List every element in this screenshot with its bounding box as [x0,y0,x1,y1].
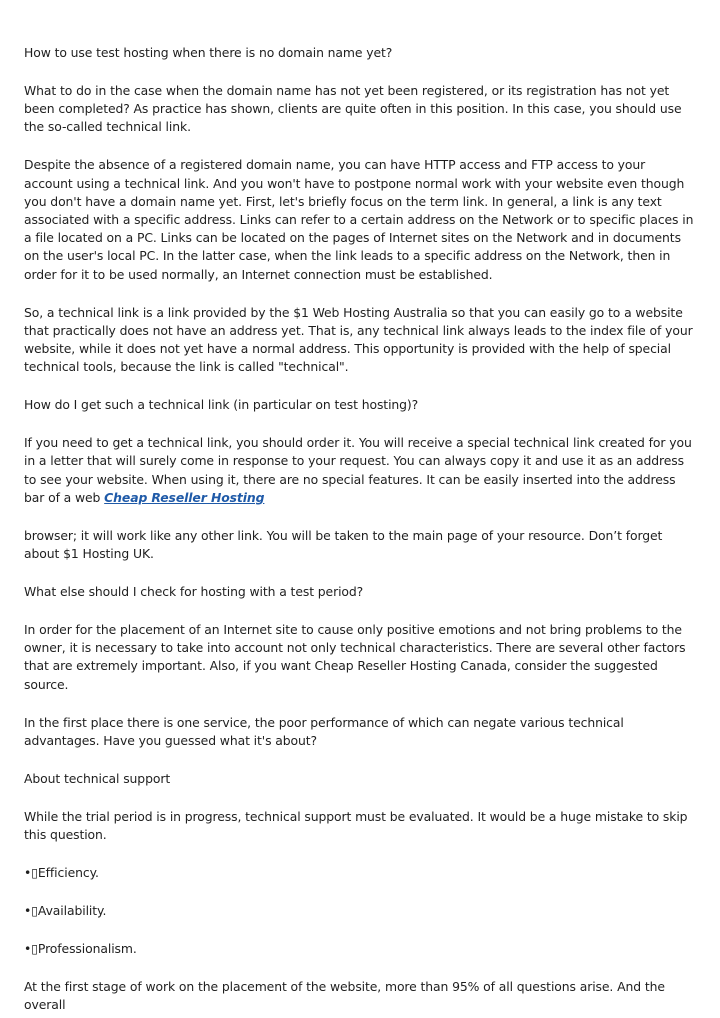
cheap-reseller-hosting-link[interactable]: Cheap Reseller Hosting [104,489,265,505]
paragraph-technical-link-definition: So, a technical link is a link provided by the $1 Web Hosting Australia so that you can easily go to a website that practically does not have an address yet. That is, any technical link always leads to the index file of your website, while it does not yet have a normal address. This opportunity is provided with the help of special technical tools, because the link is called "technical". [24,304,693,375]
paragraph-domain-not-registered: What to do in the case when the domain name has not yet been registered, or its registration has not yet been completed? As practice has shown, clients are quite often in this position. In this case, you should use the so-called technical link. [24,83,682,135]
paragraph-trial-period: While the trial period is in progress, technical support must be evaluated. It would be a huge mistake to skip this question. [24,808,688,843]
bullet-item-efficiency: •▯Efficiency. [24,865,99,881]
bullet-item-professionalism: •▯Professionalism. [24,941,137,957]
paragraph-first-stage: At the first stage of work on the placement of the website, more than 95% of all questions arise. And the overall [24,979,665,1013]
paragraph-order-link-text: If you need to get a technical link, you should order it. You will receive a special technical link created for you in a letter that will surely come in response to your request. You can always copy it and use it as an address to see your website. When using it, there are no special features. It can be easily inserted into the address bar of a web [24,435,692,505]
paragraph-technical-link-explained: Despite the absence of a registered domain name, you can have HTTP access and FTP access to your account using a technical link. And you won't have to postpone normal work with your website even though you don't have a domain name yet. First, let's briefly focus on the term link. In general, a link is any text associated with a specific address. Links can refer to a certain address on the Network or to specific places in a file located on a PC. Links can be located on the pages of Internet sites on the Network and in documents on the user's local PC. In the latter case, when the link leads to a specific address on the Network, then in order for it to be used normally, an Internet connection must be established. [24,157,694,282]
paragraph-technical-support-heading: About technical support [24,770,171,786]
bullet-item-availability: •▯Availability. [24,903,107,919]
paragraph-first-place: In the first place there is one service, the poor performance of which can negate various technical advantages. Have you guessed what it's about? [24,714,624,748]
paragraph-question-get-link: How do I get such a technical link (in particular on test hosting)? [24,397,419,413]
paragraph-browser: browser; it will work like any other link. You will be taken to the main page of your resource. Don’t forget about $1 Hosting UK. [24,527,663,562]
paragraph-heading-test-hosting: How to use test hosting when there is no domain name yet? [24,45,393,60]
paragraph-order-link [24,434,696,507]
paragraph-question-check: What else should I check for hosting with a test period? [24,584,364,600]
paragraph-placement: In order for the placement of an Internet site to cause only positive emotions and not bring problems to the owner, it is necessary to take into account not only technical characteristics. There are several other factors that are extremely important. Also, if you want Cheap Reseller Hosting Canada, consider the suggested source. [24,622,686,692]
